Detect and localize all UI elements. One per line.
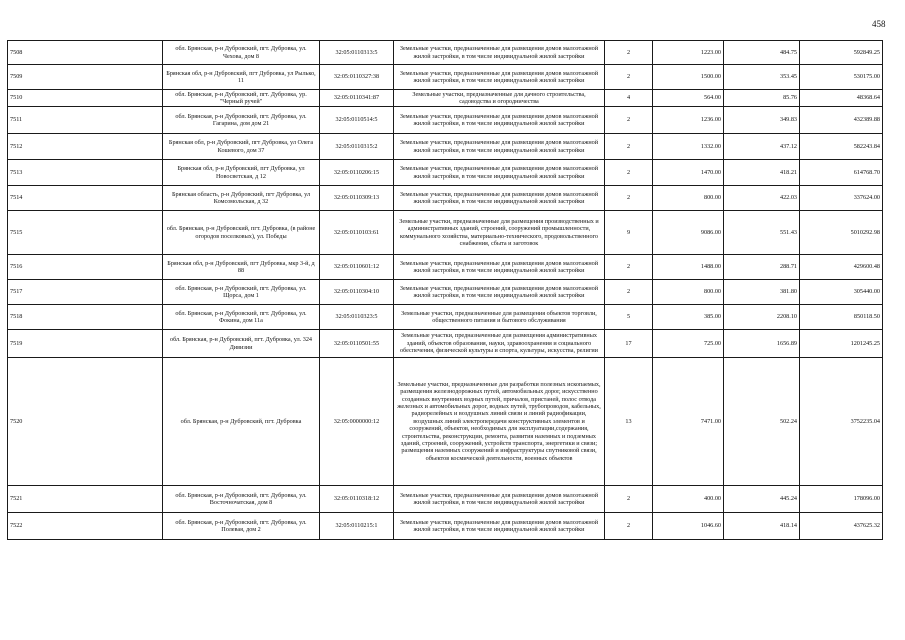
use-group-cell: 2: [605, 65, 653, 90]
address-cell: обл. Брянская, р-н Дубровский, пгт. Дубровка, ул. Чехова, дом 8: [163, 41, 320, 65]
cadastral-value-cell: 178096.00: [800, 486, 883, 513]
land-use-cell: Земельные участки, предназначенные для размещения домов малоэтажной жилой застройки, в том числе индивидуальной жилой застройки: [394, 65, 605, 90]
land-use-cell: Земельные участки, предназначенные для размещения домов малоэтажной жилой застройки, в том числе индивидуальной жилой застройки: [394, 160, 605, 186]
cadastral-value-cell: 850118.50: [800, 305, 883, 330]
specific-value-cell: 418.14: [724, 513, 800, 540]
cadastral-value-cell: 337624.00: [800, 186, 883, 211]
use-group-cell: 4: [605, 90, 653, 107]
address-cell: обл. Брянская, р-н Дубровский, пгт. Дубровка, ул. Фокина, дом 11а: [163, 305, 320, 330]
cadastral-value-cell: 437625.32: [800, 513, 883, 540]
cadastral-number-cell: 32:05:0110304:10: [320, 280, 394, 305]
cadastral-value-cell: 429600.48: [800, 255, 883, 280]
area-cell: 800.00: [653, 186, 724, 211]
use-group-cell: 9: [605, 211, 653, 255]
row-number-cell: 7522: [8, 513, 163, 540]
table-row: [8, 305, 883, 330]
area-cell: 564.00: [653, 90, 724, 107]
address-cell: обл. Брянская, р-н Дубровский, пгт. Дубровка, ул. Щорса, дом 1: [163, 280, 320, 305]
land-use-cell: Земельные участки, предназначенные для размещения домов малоэтажной жилой застройки, в том числе индивидуальной жилой застройки: [394, 186, 605, 211]
address-cell: обл. Брянская, р-н Дубровский, пгт. Дубровка, ул. Гагарина, дом дом 21: [163, 107, 320, 134]
cadastral-number-cell: 32:05:0110501:55: [320, 330, 394, 358]
use-group-cell: 2: [605, 486, 653, 513]
cadastral-number-cell: 32:05:0110103:61: [320, 211, 394, 255]
area-cell: 1332.00: [653, 134, 724, 160]
table-row: [8, 65, 883, 90]
specific-value-cell: 422.03: [724, 186, 800, 211]
table-row: [8, 513, 883, 540]
table-row: [8, 486, 883, 513]
use-group-cell: 2: [605, 255, 653, 280]
address-cell: Брянская область, р-н Дубровский, пгт Дубровка, ул Комсомольская, д 32: [163, 186, 320, 211]
land-use-cell: Земельные участки, предназначенные для размещения домов малоэтажной жилой застройки, в том числе индивидуальной жилой застройки: [394, 107, 605, 134]
cadastral-value-cell: 592849.25: [800, 41, 883, 65]
cadastral-value-cell: 3752235.04: [800, 358, 883, 486]
specific-value-cell: 288.71: [724, 255, 800, 280]
use-group-cell: 2: [605, 134, 653, 160]
specific-value-cell: 381.80: [724, 280, 800, 305]
address-cell: Брянская обл, р-н Дубровский, пгт Дубровка, ул Олега Кошевого, дом 37: [163, 134, 320, 160]
row-number-cell: 7519: [8, 330, 163, 358]
row-number-cell: 7512: [8, 134, 163, 160]
land-use-cell: Земельные участки, предназначенные для размещения домов малоэтажной жилой застройки, в том числе индивидуальной жилой застройки: [394, 41, 605, 65]
table-row: [8, 186, 883, 211]
specific-value-cell: 85.76: [724, 90, 800, 107]
area-cell: 725.00: [653, 330, 724, 358]
row-number-cell: 7514: [8, 186, 163, 211]
address-cell: обл. Брянская, р-н Дубровский, пгт. Дубровка: [163, 358, 320, 486]
cadastral-number-cell: 32:05:0110323:5: [320, 305, 394, 330]
address-cell: обл. Брянская, р-н Дубровский, пгт. Дубровка, ул. 324 Дивизии: [163, 330, 320, 358]
land-use-cell: Земельные участки, предназначенные для размещения объектов торговли, общественного питания и бытового обслуживания: [394, 305, 605, 330]
use-group-cell: 13: [605, 358, 653, 486]
table-row: [8, 41, 883, 65]
address-cell: обл. Брянская, р-н Дубровский, пгт. Дубровка, ул. Восточночатская, дом 8: [163, 486, 320, 513]
address-cell: обл. Брянская, р-н Дубровский, пгт. Дубровка, ур. "Черный ручей": [163, 90, 320, 107]
area-cell: 1470.00: [653, 160, 724, 186]
use-group-cell: 2: [605, 107, 653, 134]
specific-value-cell: 484.75: [724, 41, 800, 65]
row-number-cell: 7517: [8, 280, 163, 305]
table-row: [8, 134, 883, 160]
cadastral-number-cell: 32:05:0110318:12: [320, 486, 394, 513]
area-cell: 400.00: [653, 486, 724, 513]
row-number-cell: 7511: [8, 107, 163, 134]
table-row: [8, 330, 883, 358]
specific-value-cell: 1656.89: [724, 330, 800, 358]
specific-value-cell: 437.12: [724, 134, 800, 160]
use-group-cell: 2: [605, 186, 653, 211]
cadastral-number-cell: 32:05:0110315:2: [320, 134, 394, 160]
row-number-cell: 7509: [8, 65, 163, 90]
table-row: [8, 211, 883, 255]
land-use-cell: Земельные участки, предназначенные для размещения административных зданий, объектов образования, науки, здравоохранения и социального обеспечения, физической культуры и спорта, культуры, искусства, религии: [394, 330, 605, 358]
table-row: [8, 255, 883, 280]
specific-value-cell: 2208.10: [724, 305, 800, 330]
table-row: [8, 107, 883, 134]
use-group-cell: 2: [605, 280, 653, 305]
area-cell: 385.00: [653, 305, 724, 330]
land-use-cell: Земельные участки, предназначенные для дачного строительства, садоводства и огородничества: [394, 90, 605, 107]
use-group-cell: 5: [605, 305, 653, 330]
cadastral-value-table: [7, 40, 883, 540]
use-group-cell: 2: [605, 513, 653, 540]
land-use-cell: Земельные участки, предназначенные для размещения домов малоэтажной жилой застройки, в том числе индивидуальной жилой застройки: [394, 255, 605, 280]
cadastral-number-cell: 32:05:0110514:5: [320, 107, 394, 134]
area-cell: 800.00: [653, 280, 724, 305]
cadastral-number-cell: 32:05:0110341:87: [320, 90, 394, 107]
row-number-cell: 7508: [8, 41, 163, 65]
table-body: [8, 41, 883, 540]
land-use-cell: Земельные участки, предназначенные для размещения домов малоэтажной жилой застройки, в том числе индивидуальной жилой застройки: [394, 134, 605, 160]
cadastral-value-cell: 582243.84: [800, 134, 883, 160]
row-number-cell: 7515: [8, 211, 163, 255]
area-cell: 7471.00: [653, 358, 724, 486]
area-cell: 1500.00: [653, 65, 724, 90]
specific-value-cell: 551.43: [724, 211, 800, 255]
table-row: [8, 358, 883, 486]
land-use-cell: Земельные участки, предназначенные для размещения домов малоэтажной жилой застройки, в том числе индивидуальной жилой застройки: [394, 513, 605, 540]
row-number-cell: 7516: [8, 255, 163, 280]
row-number-cell: 7521: [8, 486, 163, 513]
cadastral-value-cell: 614768.70: [800, 160, 883, 186]
cadastral-value-cell: 305440.00: [800, 280, 883, 305]
specific-value-cell: 502.24: [724, 358, 800, 486]
cadastral-number-cell: 32:05:0110215:1: [320, 513, 394, 540]
land-use-cell: Земельные участки, предназначенные для размещения производственных и административных зданий, строений, сооружений промышленности, коммунального хозяйства, материально-технического, продовольственного снабжения, сбыта и заготовок: [394, 211, 605, 255]
specific-value-cell: 418.21: [724, 160, 800, 186]
area-cell: 1046.60: [653, 513, 724, 540]
use-group-cell: 17: [605, 330, 653, 358]
specific-value-cell: 445.24: [724, 486, 800, 513]
land-use-cell: Земельные участки, предназначенные для размещения домов малоэтажной жилой застройки, в том числе индивидуальной жилой застройки: [394, 486, 605, 513]
area-cell: 1223.00: [653, 41, 724, 65]
cadastral-value-cell: 5010292.98: [800, 211, 883, 255]
address-cell: Брянская обл, р-н Дубровский, пгт Дубровка, ул Рылько, 11: [163, 65, 320, 90]
cadastral-value-cell: 530175.00: [800, 65, 883, 90]
area-cell: 1488.00: [653, 255, 724, 280]
row-number-cell: 7513: [8, 160, 163, 186]
land-use-cell: Земельные участки, предназначенные для размещения домов малоэтажной жилой застройки, в том числе индивидуальной жилой застройки: [394, 280, 605, 305]
area-cell: 1236.00: [653, 107, 724, 134]
cadastral-value-cell: 48368.64: [800, 90, 883, 107]
cadastral-number-cell: 32:05:0110313:5: [320, 41, 394, 65]
address-cell: обл. Брянская, р-н Дубровский, пгт. Дубровка, (в районе огородов поселковых), ул. Победы: [163, 211, 320, 255]
specific-value-cell: 353.45: [724, 65, 800, 90]
address-cell: обл. Брянская, р-н Дубровский, пгт. Дубровка, ул. Полевая, дом 2: [163, 513, 320, 540]
area-cell: 9086.00: [653, 211, 724, 255]
use-group-cell: 2: [605, 160, 653, 186]
row-number-cell: 7518: [8, 305, 163, 330]
row-number-cell: 7520: [8, 358, 163, 486]
cadastral-value-cell: 1201245.25: [800, 330, 883, 358]
cadastral-number-cell: 32:05:0110601:12: [320, 255, 394, 280]
land-use-cell: Земельные участки, предназначенные для разработки полезных ископаемых, размещения железнодорожных путей, автомобильных дорог, искусственно созданных внутренних водных путей, причалов, пристаней, полос отвода железных и автомобильных дорог, водных путей, трубопроводов, кабельных, радиорелейных и воздушных линий связи и линий радиофикации, воздушных линий электропередачи конструктивных элементов и сооружений, объектов, необходимых для эксплуатации,содержания, строительства, реконструкции, ремонта, развития наземных и подземных зданий, строений, сооружений, устройств транспорта, энергетики и связи; размещения наземных сооружений и инфраструктуры спутниковой связи, объектов космической деятельности, военных объектов: [394, 358, 605, 486]
row-number-cell: 7510: [8, 90, 163, 107]
use-group-cell: 2: [605, 41, 653, 65]
table-row: [8, 280, 883, 305]
specific-value-cell: 349.83: [724, 107, 800, 134]
address-cell: Брянская обл, р-н Дубровский, пгт Дубровка, мкр 3-й, д 88: [163, 255, 320, 280]
cadastral-number-cell: 32:05:0110206:15: [320, 160, 394, 186]
address-cell: Брянская обл, р-н Дубровский, пгт Дубровка, ул Новосветская, д 12: [163, 160, 320, 186]
table-row: [8, 160, 883, 186]
cadastral-number-cell: 32:05:0110309:13: [320, 186, 394, 211]
cadastral-number-cell: 32:05:0110327:38: [320, 65, 394, 90]
cadastral-value-cell: 432389.88: [800, 107, 883, 134]
page-number: 458: [872, 19, 886, 29]
cadastral-number-cell: 32:05:0000000:12: [320, 358, 394, 486]
table-row: [8, 90, 883, 107]
